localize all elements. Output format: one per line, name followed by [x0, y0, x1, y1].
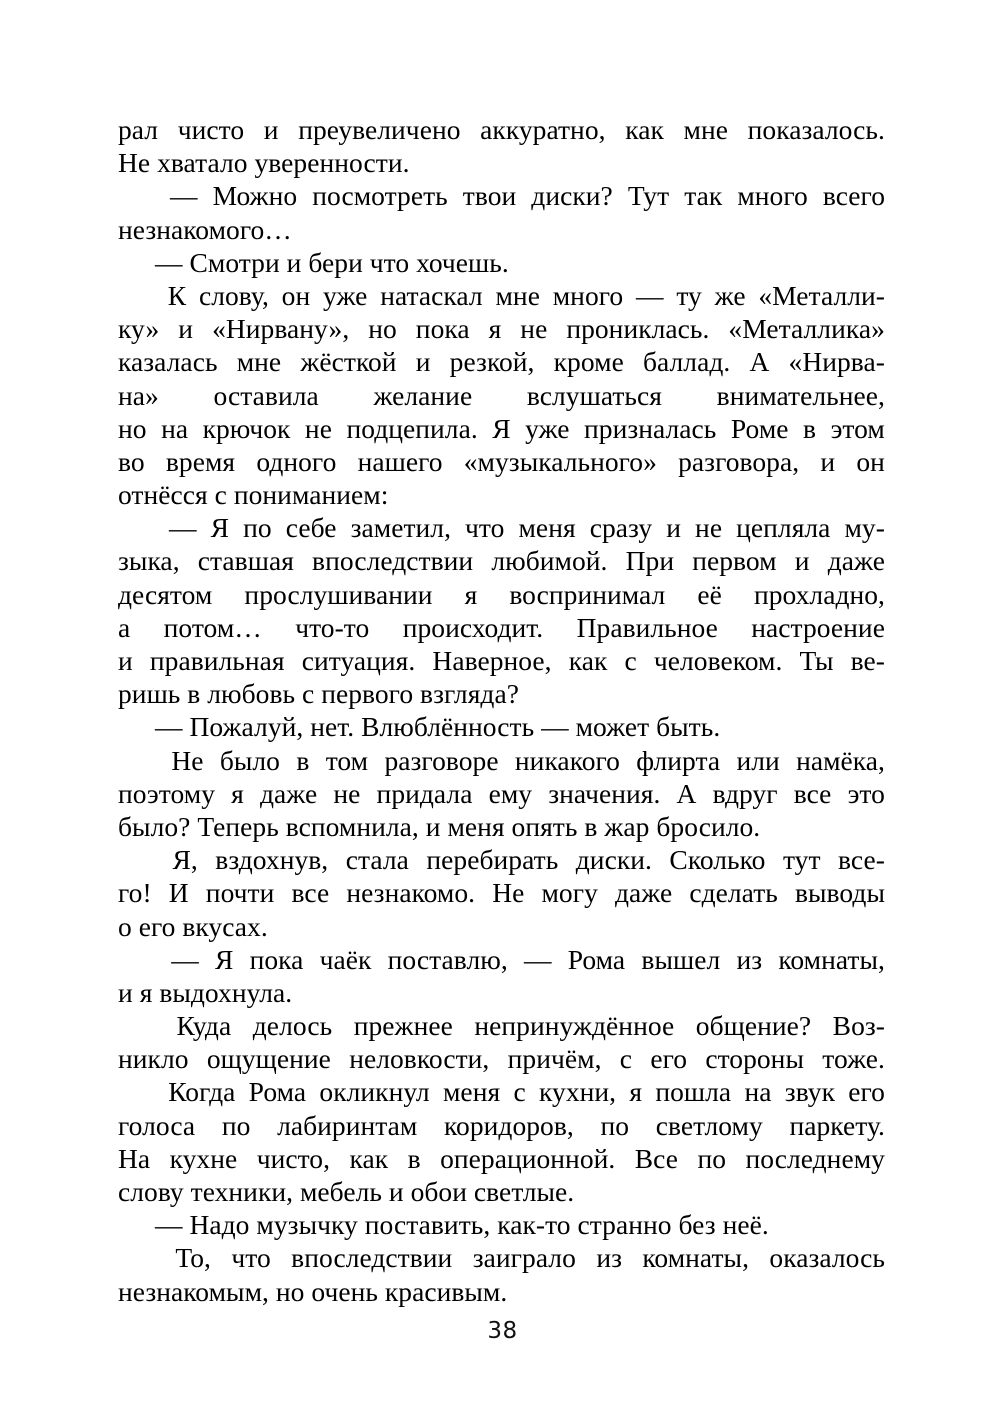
word: То, [175, 1242, 211, 1274]
word: на» [118, 379, 159, 411]
word: и [263, 114, 279, 145]
word: и [178, 313, 194, 345]
paragraph [118, 511, 885, 710]
body-text-column [118, 113, 885, 1308]
word: настроение [751, 611, 885, 643]
word: общение? [695, 1010, 812, 1042]
paragraph-indent [118, 1241, 155, 1274]
word: диски. [575, 844, 652, 876]
word: оказалось [769, 1242, 885, 1274]
word: Можно [212, 180, 298, 212]
word: ставшая [197, 545, 294, 577]
word: по [221, 1109, 251, 1141]
word: окликнул [319, 1076, 430, 1108]
word: на [744, 1076, 772, 1108]
word: десятом [118, 578, 213, 610]
word: его [650, 1043, 688, 1075]
word: чисто [177, 114, 245, 145]
text-line [118, 1241, 885, 1274]
word: На [118, 1142, 151, 1174]
word: как [625, 114, 664, 145]
word: же [714, 279, 746, 311]
text-line [118, 279, 885, 312]
word: светлому [655, 1109, 763, 1141]
word: мне [236, 346, 282, 378]
text-line [118, 113, 885, 146]
word: с [624, 645, 637, 676]
word: впоследствии [291, 1242, 453, 1274]
word: уже [525, 412, 570, 444]
word: много [737, 180, 808, 212]
word: комнаты, [642, 1242, 749, 1274]
word: твои [462, 180, 517, 212]
word: рал [118, 114, 159, 145]
text-line [118, 312, 885, 345]
word: одного [256, 445, 337, 477]
text-line [118, 943, 885, 976]
word: время [165, 445, 236, 477]
word: чаёк [319, 943, 372, 975]
word: и я выдохнула. [118, 976, 293, 1008]
word: — Пожалуй, нет. Влюблённость — может быть. [155, 711, 721, 743]
word: сделать [689, 877, 778, 909]
text-line [118, 777, 885, 810]
word: человеком. [653, 645, 783, 676]
word: «музыкального» [463, 445, 657, 477]
word: флирта [636, 744, 721, 776]
word: Я [492, 412, 511, 444]
word: — [171, 943, 199, 975]
word: все [291, 877, 330, 909]
word: посмотреть [312, 180, 448, 212]
word: прохладно, [753, 578, 885, 610]
word: вздохнув, [215, 844, 329, 876]
paragraph [118, 279, 885, 511]
word: При [625, 545, 675, 577]
paragraph-indent [118, 943, 155, 976]
word: тоже. [822, 1043, 885, 1075]
word: никло [118, 1043, 189, 1075]
word: Сколько [669, 844, 766, 876]
word: голоса [118, 1109, 196, 1141]
word: мне [683, 114, 728, 145]
word: внимательнее, [716, 379, 885, 411]
page-number: 38 [487, 1318, 518, 1344]
word: Не хватало уверенности. [118, 147, 410, 179]
word: много [552, 279, 624, 311]
paragraph-indent [118, 1208, 155, 1241]
paragraph [118, 113, 885, 179]
word: казалась [118, 346, 218, 378]
paragraph-indent [118, 279, 155, 312]
word: было [219, 744, 280, 776]
word: уже [323, 279, 368, 311]
word: — [523, 943, 552, 975]
word: резкой, [449, 346, 535, 378]
word: мне [495, 279, 540, 311]
word: желание [373, 379, 473, 411]
word: Воз- [832, 1010, 885, 1042]
word: намёка, [796, 744, 885, 776]
word: первом [692, 545, 777, 577]
text-line [118, 379, 885, 412]
word: Куда [176, 1010, 232, 1042]
word: прежнее [353, 1010, 453, 1042]
word: причём, [507, 1043, 602, 1075]
word: чисто, [256, 1142, 331, 1174]
text-line [118, 1075, 885, 1108]
word: пока [415, 313, 470, 345]
word: кухни, [539, 1076, 617, 1108]
text-line [118, 843, 885, 876]
word: паркету. [789, 1109, 885, 1141]
word: А [676, 777, 697, 809]
word: я [488, 313, 502, 345]
word: этом [830, 412, 885, 444]
paragraph [118, 744, 885, 844]
word: он [281, 279, 311, 311]
word: всего [822, 180, 885, 212]
paragraph-indent [118, 179, 155, 212]
word: все [793, 777, 832, 809]
word: кроме [553, 346, 624, 378]
word: но [368, 313, 397, 345]
word: почти [205, 877, 275, 909]
word: могу [541, 877, 598, 909]
word: и [118, 645, 133, 676]
word: Роме [730, 412, 789, 444]
word: комнаты, [778, 943, 885, 975]
paragraph-indent [118, 1009, 155, 1042]
word: и [820, 445, 836, 477]
word: или [736, 744, 780, 776]
paragraph [118, 843, 885, 943]
text-line [118, 1109, 885, 1142]
word: в [296, 744, 310, 776]
word: разговоре [384, 744, 499, 776]
paragraph [118, 246, 885, 279]
word: любимой. [491, 545, 608, 577]
word: «Металлика» [728, 313, 885, 345]
word: я [231, 777, 244, 809]
word: последнему [745, 1142, 885, 1174]
word: Тут [627, 180, 670, 212]
word: прослушивании [244, 578, 433, 610]
word: звук [784, 1076, 835, 1108]
word: в [803, 412, 817, 444]
paragraph [118, 943, 885, 1009]
word: это [847, 777, 885, 809]
word: делось [252, 1010, 333, 1042]
word: потом… [163, 611, 262, 643]
word: «Нирвану», [212, 313, 350, 345]
text-line [118, 677, 885, 710]
text-line [118, 876, 885, 909]
word: ку» [118, 313, 160, 345]
word: лабиринтам [277, 1109, 418, 1141]
word: показалось. [747, 114, 885, 145]
text-line [118, 644, 885, 677]
word: незнакомо. [346, 877, 476, 909]
word: А [749, 346, 770, 378]
paragraph-indent [118, 744, 155, 777]
word: выводы [794, 877, 885, 909]
word: сразу [589, 512, 653, 544]
word: непринуждённое [474, 1010, 675, 1042]
text-line [118, 146, 885, 179]
word: из [596, 1242, 622, 1274]
word: отнёсся с пониманием: [118, 479, 389, 511]
word: Рома [248, 1076, 307, 1108]
text-line [118, 445, 885, 478]
word: вышел [641, 943, 721, 975]
word: преувеличено [298, 114, 461, 145]
word: «Нирва- [788, 346, 885, 378]
word: что [231, 1242, 271, 1274]
paragraph [118, 710, 885, 743]
word: И [168, 877, 189, 909]
word: крючок [202, 412, 291, 444]
word: на [161, 412, 189, 444]
word: ришь в любовь с первого взгляда? [118, 678, 519, 710]
word: ощущение [206, 1043, 331, 1075]
word: Не [492, 877, 525, 909]
word: слову техники, мебель и обои светлые. [118, 1176, 575, 1207]
text-line [118, 544, 885, 577]
word: К [167, 279, 187, 311]
text-line [118, 412, 885, 445]
word: слову, [198, 279, 269, 311]
word: меня [442, 1076, 501, 1108]
word: а [118, 611, 131, 643]
paragraph [118, 1009, 885, 1075]
word: го! [118, 877, 152, 909]
text-line [118, 1208, 885, 1241]
word: Наверное, [432, 645, 552, 676]
word: по [600, 1109, 630, 1141]
word: из [736, 943, 763, 975]
word: по [243, 512, 272, 544]
paragraph [118, 1208, 885, 1241]
word: ему [488, 777, 533, 809]
word: — [170, 180, 198, 212]
word: о его вкусах. [118, 910, 268, 942]
word: воспринимал [509, 578, 666, 610]
word: даже [614, 877, 673, 909]
word: стороны [705, 1043, 804, 1075]
word: как [568, 645, 608, 676]
word: не [304, 412, 332, 444]
text-line [118, 478, 885, 511]
word: незнакомым, но очень красивым. [118, 1275, 508, 1307]
word: не [695, 512, 723, 544]
word: поставлю, [387, 943, 508, 975]
word: в [407, 1142, 421, 1174]
text-line [118, 578, 885, 611]
word: — Надо музычку поставить, как-то странно без неё. [155, 1209, 769, 1241]
word: пока [249, 943, 304, 975]
word: перебирать [426, 844, 559, 876]
word: аккуратно, [480, 114, 606, 145]
text-line [118, 976, 885, 1009]
word: призналась [584, 412, 717, 444]
word: разговора, [678, 445, 800, 477]
word: по [697, 1142, 727, 1174]
word: и [415, 346, 431, 378]
word: баллад. [642, 346, 731, 378]
word: не [520, 313, 548, 345]
text-line [118, 1275, 885, 1308]
word: Не [171, 744, 204, 776]
word: незнакомого… [118, 213, 292, 245]
word: значения. [548, 777, 661, 809]
word: Я [210, 512, 230, 544]
word: даже [259, 777, 318, 809]
word: даже [827, 545, 885, 577]
word: коридоров, [444, 1109, 574, 1141]
paragraph-indent [118, 1075, 155, 1108]
word: неловкости, [349, 1043, 490, 1075]
word: не [333, 777, 361, 809]
word: с [619, 1043, 633, 1075]
word: правильная [149, 645, 285, 676]
word: стала [345, 844, 409, 876]
word: том [325, 744, 369, 776]
word: тут [782, 844, 821, 876]
word: цепляла [736, 512, 831, 544]
word: Я [214, 943, 234, 975]
text-line [118, 1142, 885, 1175]
word: и [794, 545, 810, 577]
text-line [118, 611, 885, 644]
word: во [118, 445, 145, 477]
word: происходит. [402, 611, 544, 643]
word: впоследствии [312, 545, 474, 577]
word: ту [676, 279, 702, 311]
text-line [118, 345, 885, 378]
paragraph-indent [118, 511, 155, 544]
word: поэтому [118, 777, 215, 809]
word: его [848, 1076, 885, 1108]
word: себе [285, 512, 337, 544]
text-line [118, 213, 885, 246]
word: зыка, [118, 545, 180, 577]
word: нашего [357, 445, 443, 477]
paragraph [118, 1075, 885, 1208]
word: ве- [850, 645, 885, 676]
word: было? Теперь вспомнила, и меня опять в жар бросило. [118, 810, 761, 842]
word: её [697, 578, 722, 610]
word: прониклась. [566, 313, 710, 345]
word: так [684, 180, 723, 212]
text-line [118, 710, 885, 743]
word: Ты [799, 645, 834, 676]
word: Правильное [576, 611, 718, 643]
paragraph-indent [118, 246, 155, 279]
text-line [118, 1175, 885, 1208]
word: и [666, 512, 681, 544]
word: ситуация. [301, 645, 416, 676]
word: операционной. [440, 1142, 616, 1174]
word: как [349, 1142, 389, 1174]
word: что-то [295, 611, 370, 643]
word: никакого [514, 744, 620, 776]
word: Я, [172, 844, 198, 876]
word: оставила [213, 379, 319, 411]
text-line [118, 910, 885, 943]
text-line [118, 1042, 885, 1075]
text-line [118, 744, 885, 777]
text-line [118, 246, 885, 279]
paragraph [118, 1241, 885, 1307]
word: му- [844, 512, 885, 544]
paragraph-indent [118, 710, 155, 743]
word: вдруг [712, 777, 778, 809]
paragraph [118, 179, 885, 245]
paragraph-indent [118, 843, 155, 876]
word: придала [376, 777, 473, 809]
word: с [513, 1076, 526, 1108]
word: пошла [655, 1076, 732, 1108]
word: Все [634, 1142, 679, 1174]
word: меня [518, 512, 576, 544]
word: кухне [169, 1142, 238, 1174]
word: натаскал [380, 279, 483, 311]
word: я [629, 1076, 643, 1108]
word: диски? [531, 180, 613, 212]
word: вслушаться [526, 379, 662, 411]
word: все- [838, 844, 885, 876]
word: Когда [168, 1076, 236, 1108]
word: подцепила. [346, 412, 478, 444]
text-line [118, 511, 885, 544]
word: я [464, 578, 478, 610]
word: Рома [567, 943, 626, 975]
text-line [118, 810, 885, 843]
word: — [169, 512, 197, 544]
word: заиграло [472, 1242, 576, 1274]
word: заметил, [350, 512, 451, 544]
text-line [118, 179, 885, 212]
word: — Смотри и бери что хочешь. [155, 246, 509, 278]
word: жёсткой [300, 346, 397, 378]
text-line [118, 1009, 885, 1042]
word: но [118, 412, 147, 444]
word: что [465, 512, 505, 544]
word: он [856, 445, 885, 477]
word: — [635, 279, 664, 311]
word: «Металли- [758, 279, 885, 311]
